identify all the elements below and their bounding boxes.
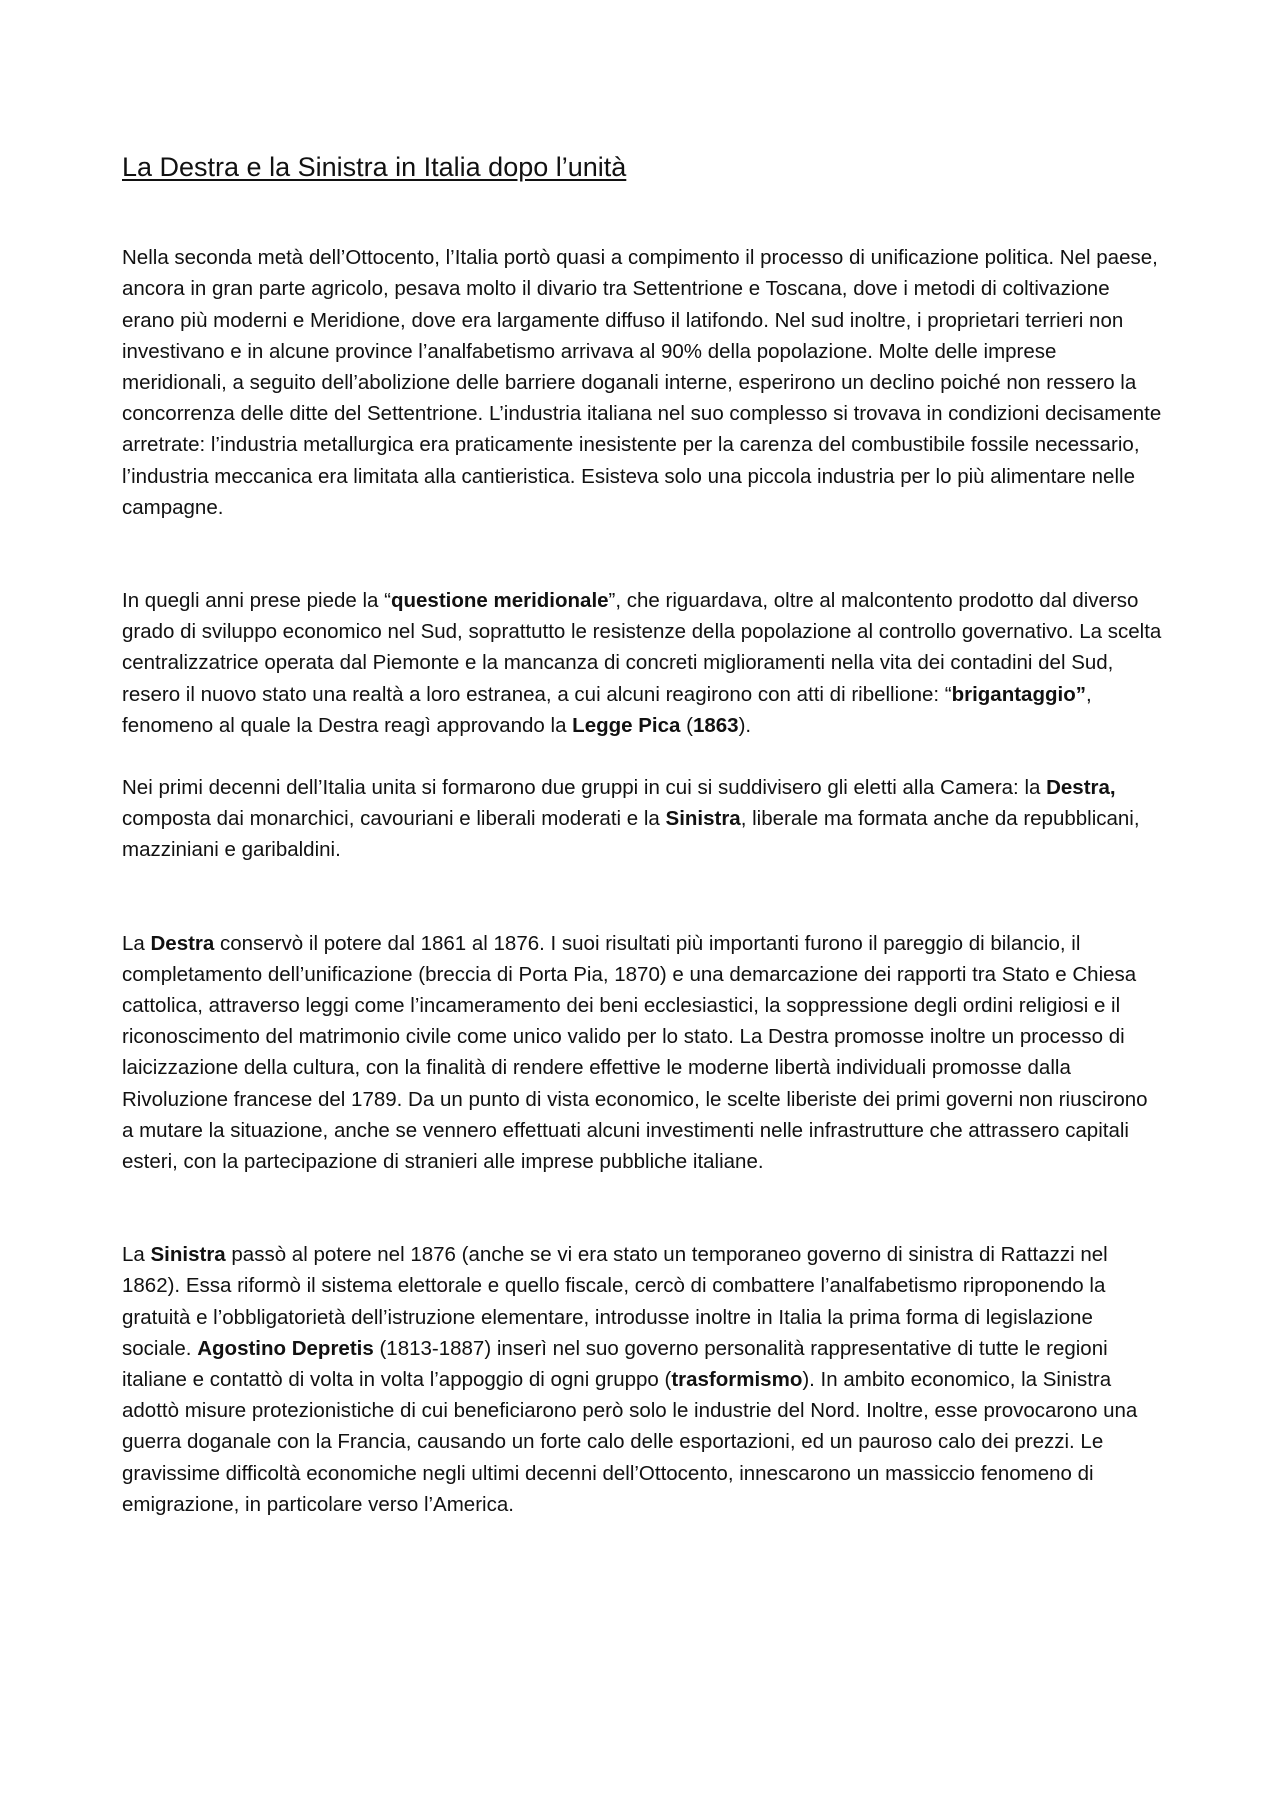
text-run: , liberale ma formata anche da repubblicani, mazziniani e garibaldini.	[122, 807, 1140, 862]
bold-term: Destra	[150, 931, 215, 955]
text-run: Nella seconda metà dell’Ottocento, l’Italia portò quasi a compimento il processo di unificazione politica. Nel paese, ancora in gran parte agricolo, pesava molto il divario tra Settentrione e Toscana, dove i metodi di coltivazione erano più moderni e Meridione, dove era largamente diffuso il latifondo. Nel sud inoltre, i proprietari terrieri non investivano e in alcune province l’analfabetismo arrivava al 90% della popolazione. Molte delle imprese meridionali, a seguito dell’abolizione delle barriere doganali interne, esperirono un declino poiché non ressero la concorrenza delle ditte del Settentrione. L’industria italiana nel suo complesso si trovava in condizioni decisamente arretrate: l’industria metallurgica era praticamente inesistente per la carenza del combustibile fossile necessario, l’industria meccanica era limitata alla cantieristica. Esisteva solo una piccola industria per lo più alimentare nelle campagne.	[122, 246, 1162, 519]
text-run: conservò il potere dal 1861 al 1876. I suoi risultati più importanti furono il pareggio di bilancio, il completamento dell’unificazione (breccia di Porta Pia, 1870) e una demarcazione dei rapporti tra Stato e Chiesa cattolica, attraverso leggi come l’incameramento dei beni ecclesiastici, la soppressione degli ordini religiosi e il riconoscimento del matrimonio civile come unico valido per lo stato. La Destra promosse inoltre un processo di laicizzazione della cultura, con la finalità di rendere effettive le moderne libertà individuali promosse dalla Rivoluzione francese del 1789. Da un punto di vista economico, le scelte liberiste dei primi governi non riuscirono a mutare la situazione, anche se vennero effettuati alcuni investimenti nelle infrastrutture che attrassero capitali esteri, con la partecipazione di stranieri alle imprese pubbliche italiane.	[122, 931, 1148, 1173]
text-run: , fenomeno al quale la Destra reagì approvando la	[122, 682, 1092, 737]
bold-term: brigantaggio”	[951, 682, 1086, 706]
document-page	[122, 150, 1162, 1520]
text-run: (	[680, 713, 693, 737]
paragraph-southern-question	[122, 585, 1162, 741]
text-run: ”, che riguardava, oltre al malcontento prodotto dal diverso grado di sviluppo economico nel Sud, soprattutto le resistenze della popolazione al controllo governativo. La scelta centralizzatrice operata dal Piemonte e la mancanza di concreti miglioramenti nella vita dei contadini del Sud, resero il nuovo stato una realtà a loro estranea, a cui alcuni reagirono con atti di ribellione: “	[122, 588, 1162, 706]
text-run: ). In ambito economico, la Sinistra adottò misure protezionistiche di cui beneficiarono però solo le industrie del Nord. Inoltre, esse provocarono una guerra doganale con la Francia, causando un forte calo delle esportazioni, ed un pauroso calo dei prezzi. Le gravissime difficoltà economiche negli ultimi decenni dell’Ottocento, innescarono un massiccio fenomeno di emigrazione, in particolare verso l’America.	[122, 1367, 1138, 1516]
text-run: La	[122, 931, 151, 955]
bold-term: 1863	[692, 713, 739, 737]
bold-term: Legge Pica	[572, 713, 681, 737]
paragraph-right-government	[122, 928, 1162, 1178]
paragraph-parliament-groups	[122, 772, 1162, 866]
text-run: In quegli anni prese piede la “	[122, 588, 391, 612]
paragraph-left-government	[122, 1239, 1162, 1520]
text-run: Nei primi decenni dell’Italia unita si formarono due gruppi in cui si suddivisero gli eletti alla Camera: la	[122, 775, 1047, 799]
text-run: ).	[738, 713, 752, 737]
bold-term: trasformismo	[671, 1367, 803, 1391]
bold-term: Sinistra	[150, 1243, 226, 1267]
text-run: (1813-1887) inserì nel suo governo personalità rappresentative di tutte le regioni italiane e contattò di volta in volta l’appoggio di ogni gruppo (	[122, 1336, 1108, 1391]
bold-term: Agostino Depretis	[197, 1336, 374, 1360]
text-run: passò al potere nel 1876 (anche se vi era stato un temporaneo governo di sinistra di Rattazzi nel 1862). Essa riformò il sistema elettorale e quello fiscale, cercò di combattere l’analfabetismo riproponendo la gratuità e l’obbligatorietà dell’istruzione elementare, introdusse inoltre in Italia la prima forma di legislazione sociale.	[122, 1243, 1108, 1360]
bold-term: Destra,	[1046, 775, 1116, 799]
text-run: composta dai monarchici, cavouriani e liberali moderati e la	[122, 807, 666, 831]
bold-term: Sinistra	[665, 807, 741, 831]
bold-term: questione meridionale	[390, 588, 609, 612]
document-title: La Destra e la Sinistra in Italia dopo l’unità	[122, 152, 627, 182]
text-run: La	[122, 1243, 151, 1267]
paragraph-unification-economy	[122, 242, 1162, 523]
